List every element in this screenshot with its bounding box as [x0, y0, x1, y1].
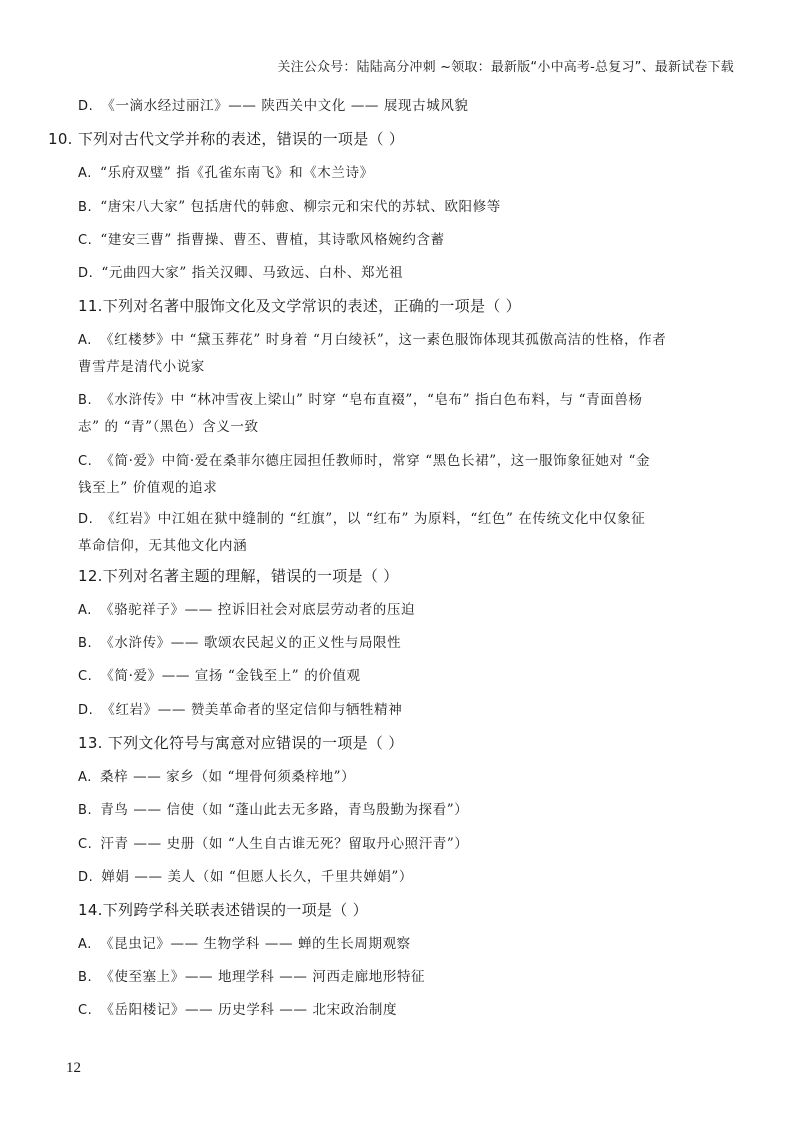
q13-option-a: [78, 767, 355, 788]
option-letter: B.: [78, 393, 93, 408]
q10-option-b: [78, 197, 501, 218]
option-text: 《水浒传》中 “林冲雪夜上梁山” 时穿 “皂布直裰”，“皂布” 指白色布料，与 “青面兽杨: [100, 392, 643, 408]
option-letter: D.: [78, 99, 94, 114]
q10-option-d: [78, 263, 403, 284]
option-text: 《简·爱》中简·爱在桑菲尔德庄园担任教师时，常穿 “黑色长裙”，这一服饰象征她对 “金: [100, 453, 651, 469]
option-text: 婵娟 —— 美人（如 “但愿人长久，千里共婵娟”）: [101, 869, 414, 885]
prev-option-d: [78, 96, 469, 117]
question-12-stem: 12.下列对名著主题的理解，错误的一项是（ ）: [78, 567, 399, 585]
option-letter: C.: [78, 454, 93, 469]
q11-option-c-cont: 钱至上” 价值观的追求: [78, 480, 218, 496]
question-10-stem: 10. 下列对古代文学并称的表述，错误的一项是（ ）: [48, 130, 405, 148]
option-letter: B.: [78, 200, 93, 215]
q12-option-d: [78, 700, 402, 721]
q11-option-a: [78, 330, 666, 351]
option-letter: D.: [78, 870, 94, 885]
option-letter: C.: [78, 837, 93, 852]
header-note: 关注公众号：陆陆高分冲刺 ~领取：最新版“小中高考-总复习”、最新试卷下载: [277, 60, 734, 75]
q13-option-b: [78, 800, 468, 821]
option-letter: D.: [78, 266, 94, 281]
option-letter: A.: [78, 166, 92, 181]
option-letter: C.: [78, 1003, 93, 1018]
q12-option-b: [78, 633, 401, 654]
option-text: 《使至塞上》—— 地理学科 —— 河西走廊地形特征: [100, 969, 426, 985]
q12-option-c: [78, 666, 361, 687]
q14-option-a: [78, 934, 411, 955]
option-text: 《水浒传》—— 歌颂农民起义的正义性与局限性: [100, 635, 402, 651]
q10-option-c: [78, 230, 445, 251]
q11-option-b: [78, 390, 643, 411]
q11-option-d-cont: 革命信仰，无其他文化内涵: [78, 538, 248, 554]
option-text: 桑梓 —— 家乡（如 “埋骨何须桑梓地”）: [100, 769, 356, 785]
q14-option-b: [78, 967, 425, 988]
q11-option-a-cont: 曹雪芹是清代小说家: [78, 359, 205, 375]
option-letter: D.: [78, 703, 94, 718]
option-letter: B.: [78, 636, 93, 651]
q11-option-d: [78, 509, 645, 530]
option-text: “建安三曹” 指曹操、曹丕、曹植，其诗歌风格婉约含蓄: [100, 232, 445, 248]
q10-option-a: [78, 163, 374, 184]
option-text: 《红楼梦》中 “黛玉葬花” 时身着 “月白绫袄”，这一素色服饰体现其孤傲高洁的性格，作者: [100, 332, 667, 348]
option-letter: C.: [78, 669, 93, 684]
q13-option-d: [78, 867, 413, 888]
option-text: “唐宋八大家” 包括唐代的韩愈、柳宗元和宋代的苏轼、欧阳修等: [100, 199, 501, 215]
option-text: “乐府双璧” 指《孔雀东南飞》和《木兰诗》: [100, 165, 374, 181]
option-letter: B.: [78, 803, 93, 818]
option-text: 《一滴水经过丽江》—— 陕西关中文化 —— 展现古城风貌: [101, 98, 469, 114]
option-text: “元曲四大家” 指关汉卿、马致远、白朴、郑光祖: [101, 265, 404, 281]
option-letter: A.: [78, 603, 92, 618]
option-text: 《红岩》中江姐在狱中缝制的 “红旗”，以 “红布” 为原料，“红色” 在传统文化中仅象征: [101, 511, 646, 527]
option-letter: A.: [78, 333, 92, 348]
option-text: 《岳阳楼记》—— 历史学科 —— 北宋政治制度: [100, 1002, 398, 1018]
option-letter: B.: [78, 970, 93, 985]
option-text: 《简·爱》—— 宣扬 “金钱至上” 的价值观: [100, 668, 361, 684]
q11-option-b-cont: 志” 的 “青”（黑色）含义一致: [78, 419, 259, 435]
option-text: 《骆驼祥子》—— 控诉旧社会对底层劳动者的压迫: [100, 602, 416, 618]
q11-option-c: [78, 451, 650, 472]
question-11-stem: 11.下列对名著中服饰文化及文学常识的表述，正确的一项是（ ）: [78, 297, 521, 315]
option-text: 《昆虫记》—— 生物学科 —— 蝉的生长周期观察: [100, 936, 411, 952]
q12-option-a: [78, 600, 415, 621]
q13-option-c: [78, 834, 469, 855]
question-13-stem: 13. 下列文化符号与寓意对应错误的一项是（ ）: [78, 734, 404, 752]
option-letter: D.: [78, 512, 94, 527]
option-letter: A.: [78, 770, 92, 785]
option-letter: C.: [78, 233, 93, 248]
q14-option-c: [78, 1000, 397, 1021]
option-text: 青鸟 —— 信使（如 “蓬山此去无多路，青鸟殷勤为探看”）: [100, 802, 469, 818]
option-text: 《红岩》—— 赞美革命者的坚定信仰与牺牲精神: [101, 702, 403, 718]
option-text: 汗青 —— 史册（如 “人生自古谁无死？留取丹心照汗青”）: [100, 836, 469, 852]
page-number: 12: [66, 1060, 81, 1076]
question-14-stem: 14.下列跨学科关联表述错误的一项是（ ）: [78, 901, 368, 919]
option-letter: A.: [78, 937, 92, 952]
